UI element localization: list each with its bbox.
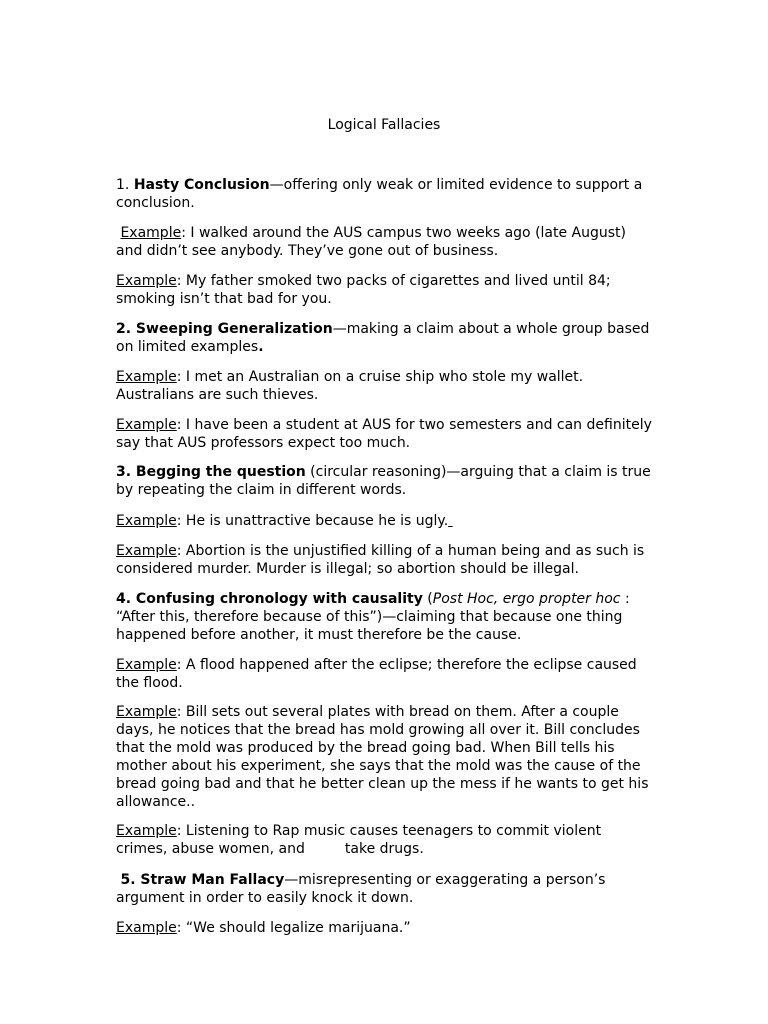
example-label: Example [120, 225, 182, 241]
fallacy-1-example-2 [116, 272, 656, 308]
fallacy-2-example-2 [116, 416, 656, 452]
fallacy-2-example-2-text: : I have been a student at AUS for two semesters and can definitely say that AUS professors expect too much. [116, 417, 652, 451]
fallacy-1-term: Hasty Conclusion [133, 177, 270, 193]
fallacy-2-description: —making a claim about a whole group based on limited examples [116, 321, 650, 355]
fallacy-5-description: —misrepresenting or exaggerating a person’s argument in order to easily knock it down. [116, 872, 606, 906]
fallacy-5-example-1 [116, 919, 656, 937]
example-label: Example [116, 417, 177, 433]
fallacy-3-example-1-tail [448, 513, 452, 529]
fallacy-3-example-1 [116, 512, 656, 530]
fallacy-3-example-1-text: : He is unattractive because he is ugly. [176, 513, 449, 529]
fallacy-4-paren: ( [422, 591, 433, 607]
fallacy-3-description: (circular reasoning)—arguing that a claim is true by repeating the claim in different words. [116, 464, 651, 498]
example-label: Example [116, 273, 177, 289]
fallacy-4-example-3-text: : Listening to Rap music causes teenagers to commit violent crimes, abuse women, and take drugs. [116, 823, 606, 857]
fallacy-2-definition [116, 320, 656, 356]
fallacy-1-example-2-text: : My father smoked two packs of cigarettes and lived until 84; smoking isn’t that bad for you. [116, 273, 611, 307]
fallacy-5-term: 5. Straw Man Fallacy [120, 872, 285, 888]
fallacy-4-term: 4. Confusing chronology with causality [116, 591, 423, 607]
fallacy-2-example-1 [116, 368, 656, 404]
fallacy-4-definition [116, 590, 656, 644]
fallacy-4-example-1-text: : A flood happened after the eclipse; therefore the eclipse caused the flood. [116, 657, 637, 691]
fallacy-3-definition [116, 463, 656, 499]
fallacy-2-example-1-text: : I met an Australian on a cruise ship who stole my wallet. Australians are such thieves. [116, 369, 584, 403]
fallacy-2-period: . [258, 339, 264, 355]
page-title: Logical Fallacies [327, 117, 441, 133]
fallacy-4-latin: Post Hoc, ergo propter hoc [432, 591, 621, 607]
fallacy-1-definition [116, 176, 656, 212]
example-label: Example [116, 823, 177, 839]
fallacy-1-example-1-text: : I walked around the AUS campus two weeks ago (late August) and didn’t see anybody. They’ve gone out of business. [116, 225, 627, 259]
fallacy-3-example-2-text: : Abortion is the unjustified killing of a human being and as such is considered murder. Murder is illegal; so abortion should be illegal. [116, 543, 645, 577]
fallacy-1-description: —offering only weak or limited evidence to support a conclusion. [116, 177, 643, 211]
fallacy-4-example-1 [116, 656, 656, 692]
fallacy-4-example-2-text: : Bill sets out several plates with bread on them. After a couple days, he notices that the bread has mold growing all over it. Bill concludes that the mold was produced by the bread going bad. When Bill tells his mother about his experiment, she says that the mold was the cause of the bread going bad and that he better clean up the mess if he wants to get his allowance.. [116, 704, 649, 810]
fallacy-5-definition [116, 871, 656, 907]
example-label: Example [116, 657, 177, 673]
fallacy-4-example-3 [116, 822, 656, 858]
example-label: Example [116, 513, 177, 529]
example-label: Example [116, 369, 177, 385]
example-label: Example [116, 920, 177, 936]
example-label: Example [116, 704, 177, 720]
fallacy-3-example-2 [116, 542, 656, 578]
fallacy-2-term: 2. Sweeping Generalization [116, 321, 333, 337]
fallacy-1-example-1 [116, 224, 656, 260]
fallacy-4-example-2 [116, 703, 656, 811]
example-label: Example [116, 543, 177, 559]
fallacy-1-number: 1. [116, 177, 134, 193]
fallacy-4-description: : “After this, therefore because of this”)—claiming that because one thing happened before another, it must therefore be the cause. [116, 591, 630, 643]
fallacy-5-example-1-text: : “We should legalize marijuana.” [176, 920, 411, 936]
fallacy-3-term: 3. Begging the question [116, 464, 306, 480]
